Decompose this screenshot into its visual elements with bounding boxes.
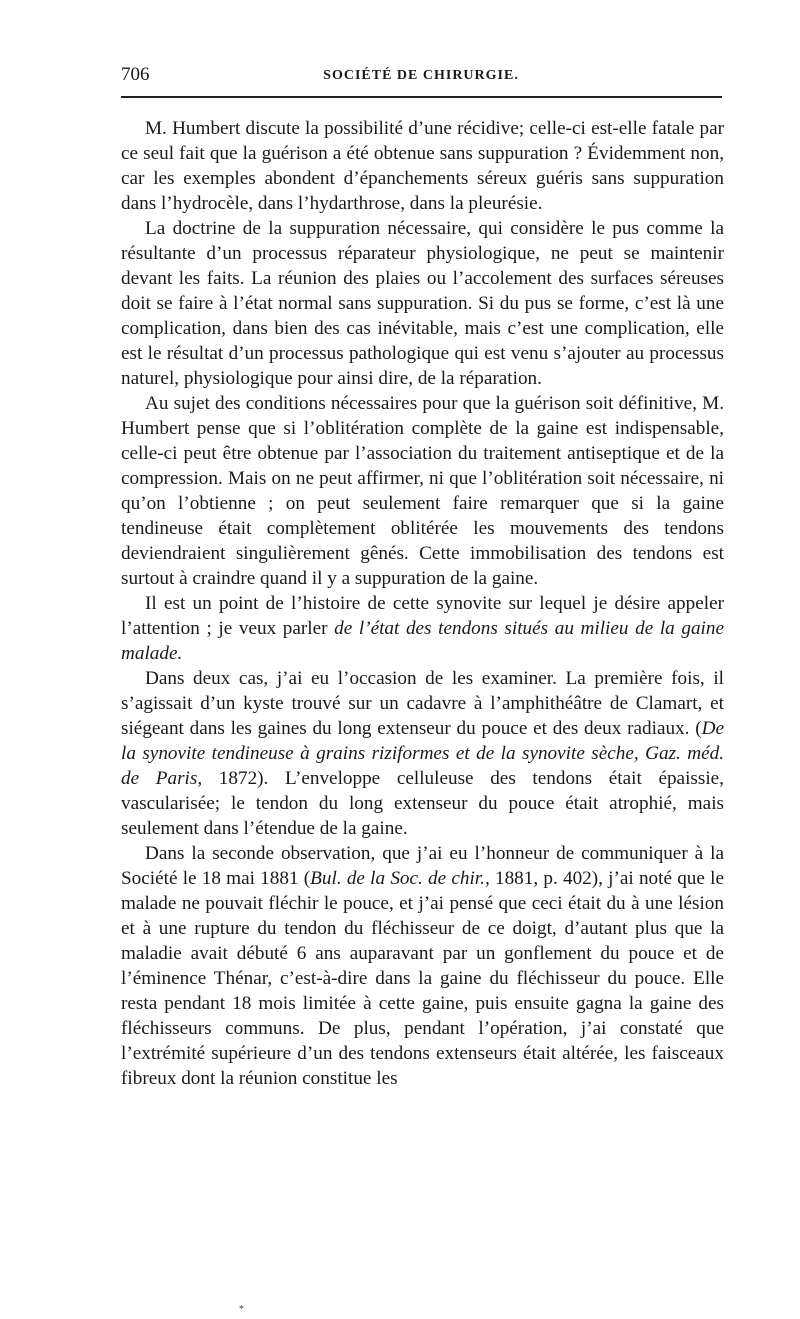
header-rule	[121, 96, 722, 98]
italic-phrase: de l’état des tendons situés au milieu de la gaine malade.	[121, 618, 724, 664]
paragraph	[121, 216, 724, 391]
citation-italic: De la synovite tendineuse à grains riziformes et de la synovite sèche, Gaz. méd. de Paris,	[121, 718, 724, 789]
running-title: SOCIÉTÉ DE CHIRURGIE.	[323, 68, 519, 83]
paragraph-text: La doctrine de la suppuration nécessaire, qui considère le pus comme la résultante d’un processus réparateur physiologique, ne peut se maintenir devant les faits. La réunion des plaies ou l’accolement des surfaces séreuses doit se faire à l’état normal sans suppuration. Si du pus se forme, c’est là une complication, dans bien des cas inévitable, mais c’est une complication, elle est le résultat d’un processus pathologique qui est venu s’ajouter au processus naturel, physiologique pour ainsi dire, de la réparation.	[121, 218, 724, 389]
body-text	[121, 116, 724, 1091]
paragraph-text: M. Humbert discute la possibilité d’une récidive; celle-ci est-elle fatale par ce seul fait que la guérison a été obtenue sans suppuration ? Évidemment non, car les exemples abondent d’épanchements séreux guéris sans suppuration dans l’hydrocèle, dans l’hydarthrose, dans la pleurésie.	[121, 118, 724, 214]
page-header	[121, 60, 721, 90]
citation-italic: Bul. de la Soc. de chir.,	[310, 868, 490, 889]
paragraph-text: 1881, p. 402), j’ai noté que le malade ne pouvait fléchir le pouce, et j’ai pensé que ceci était du à une lésion et à une rupture du tendon du fléchisseur de ce doigt, d’autant plus que la maladie avait débuté 6 ans auparavant par un gonflement du pouce et de l’éminence Thénar, c’est-à-dire dans la gaine du fléchisseur du pouce. Elle resta pendant 18 mois limitée à cette gaine, puis ensuite gagna la gaine des fléchisseurs communs. De plus, pendant l’opération, j’ai constaté que l’extrémité supérieure d’un des tendons extenseurs était altérée, les faisceaux fibreux dont la réunion constitue les	[121, 868, 724, 1089]
paragraph	[121, 591, 724, 666]
footer-mark: *	[239, 1304, 244, 1315]
paragraph-text: Il est un point de l’histoire de cette synovite sur lequel je désire appeler l’attention ; je veux parler	[121, 593, 724, 639]
paragraph-text: 1872). L’enveloppe celluleuse des tendons était épaissie, vascularisée; le tendon du long extenseur du pouce était atrophié, mais seulement dans l’étendue de la gaine.	[121, 768, 724, 839]
paragraph-text: Dans deux cas, j’ai eu l’occasion de les examiner. La première fois, il s’agissait d’un kyste trouvé sur un cadavre à l’amphithéâtre de Clamart, et siégeant dans les gaines du long extenseur du pouce et des deux radiaux. (	[121, 668, 724, 739]
paragraph-text: Dans la seconde observation, que j’ai eu l’honneur de communiquer à la Société le 18 mai 1881 (	[121, 843, 724, 889]
paragraph	[121, 116, 724, 216]
paragraph	[121, 391, 724, 591]
paragraph-text: Au sujet des conditions nécessaires pour que la guérison soit définitive, M. Humbert pense que si l’oblitération complète de la gaine est indispensable, celle-ci peut être obtenue par l’association du traitement antiseptique et de la compression. Mais on ne peut affirmer, ni que l’oblitération soit nécessaire, ni qu’on l’obtienne ; on peut seulement faire remarquer que si la gaine tendineuse était complètement oblitérée les mouvements des tendons deviendraient singulièrement gênés. Cette immobilisation des tendons est surtout à craindre quand il y a suppuration de la gaine.	[121, 393, 724, 589]
paragraph	[121, 666, 724, 841]
page-number: 706	[121, 64, 150, 85]
paragraph	[121, 841, 724, 1091]
